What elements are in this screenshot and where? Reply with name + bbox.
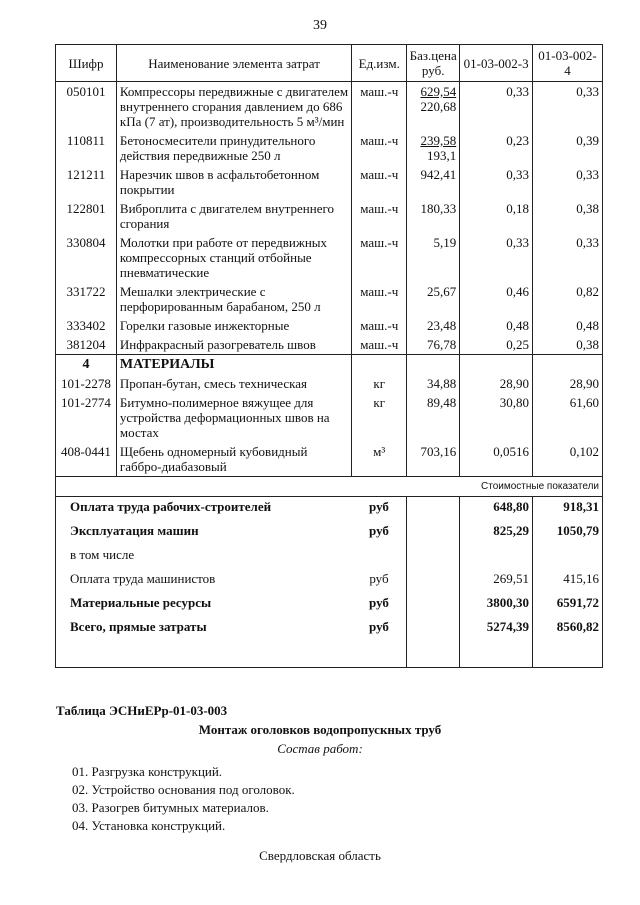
summary-row [56, 617, 603, 641]
row-code: 381204 [56, 335, 117, 355]
table-row [56, 199, 603, 233]
row-value-b: 0,38 [533, 335, 603, 355]
table-row [56, 131, 603, 165]
operator-wage-price: 220,68 [420, 99, 457, 114]
row-code: 050101 [56, 82, 117, 132]
table-row [56, 82, 603, 132]
table-row [56, 282, 603, 316]
table-row [56, 393, 603, 442]
header-name: Наименование элемента затрат [116, 45, 351, 82]
works-list [72, 763, 295, 835]
row-name-text: Бетоносмесители принудительного действия передвижные 250 л [119, 133, 316, 163]
summary-unit: руб [352, 497, 407, 522]
summary-value-b: 8560,82 [533, 617, 603, 641]
row-value-a: 0,25 [460, 335, 533, 355]
summary-value-b: 415,16 [533, 569, 603, 593]
row-unit: маш.-ч [352, 316, 407, 335]
materials-section-code: 4 [56, 355, 117, 375]
operator-wage-price: 193,1 [426, 148, 457, 163]
row-value-b: 0,39 [533, 131, 603, 165]
row-name [116, 199, 351, 233]
row-price [407, 316, 460, 335]
summary-row [56, 569, 603, 593]
row-value-a: 30,80 [460, 393, 533, 442]
summary-row [56, 521, 603, 545]
row-value-a: 0,33 [460, 82, 533, 132]
summary-label: Материальные ресурсы [56, 593, 352, 617]
row-name [116, 233, 351, 282]
row-name-text: Виброплита с двигателем внутреннего сгорания [119, 201, 334, 231]
materials-section-title: МАТЕРИАЛЫ [116, 355, 351, 375]
base-price: 76,78 [426, 337, 457, 352]
row-value-b: 0,102 [533, 442, 603, 477]
row-price [407, 199, 460, 233]
row-value-a: 28,90 [460, 374, 533, 393]
page-footer: Свердловская область [259, 848, 381, 863]
row-name: Пропан-бутан, смесь техническая [116, 374, 351, 393]
row-name-text: Горелки газовые инжекторные [119, 318, 290, 333]
row-code: 330804 [56, 233, 117, 282]
row-name [116, 82, 351, 132]
row-value-a: 0,46 [460, 282, 533, 316]
row-name [116, 165, 351, 199]
work-item: 03. Разогрев битумных материалов. [72, 800, 269, 815]
row-unit: маш.-ч [352, 131, 407, 165]
row-value-b: 0,33 [533, 165, 603, 199]
row-price [407, 165, 460, 199]
header-col-b: 01-03-002-4 [533, 45, 603, 82]
materials-section [56, 355, 603, 375]
table-row [56, 335, 603, 355]
row-value-a: 0,33 [460, 233, 533, 282]
row-price [407, 131, 460, 165]
summary-unit [352, 545, 407, 569]
summary-value-a: 3800,30 [460, 593, 533, 617]
row-value-a: 0,48 [460, 316, 533, 335]
row-code: 101-2278 [56, 374, 117, 393]
table-row [56, 374, 603, 393]
summary-unit: руб [352, 521, 407, 545]
summary-unit: руб [352, 593, 407, 617]
row-unit: маш.-ч [352, 233, 407, 282]
row-code: 122801 [56, 199, 117, 233]
row-code: 110811 [56, 131, 117, 165]
row-price: 703,16 [407, 442, 460, 477]
row-code: 408-0441 [56, 442, 117, 477]
summary-value-a: 269,51 [460, 569, 533, 593]
summary-value-a: 5274,39 [460, 617, 533, 641]
resource-table [55, 44, 603, 668]
row-unit: маш.-ч [352, 199, 407, 233]
table-row [56, 316, 603, 335]
summary-label: в том числе [56, 545, 352, 569]
row-unit: маш.-ч [352, 335, 407, 355]
base-price: 23,48 [426, 318, 457, 333]
base-price: 629,54 [420, 84, 457, 99]
row-code: 121211 [56, 165, 117, 199]
row-price [407, 335, 460, 355]
header-unit: Ед.изм. [352, 45, 407, 82]
row-code: 101-2774 [56, 393, 117, 442]
row-value-a: 0,18 [460, 199, 533, 233]
row-value-b: 0,38 [533, 199, 603, 233]
row-name-text: Нарезчик швов в асфальтобетонном покрытии [119, 167, 320, 197]
works-subtitle: Состав работ: [277, 741, 363, 756]
row-price: 34,88 [407, 374, 460, 393]
next-section-title: Монтаж оголовков водопропускных труб [198, 722, 442, 737]
header-price: Баз.цена руб. [407, 45, 460, 82]
table-header-row [56, 45, 603, 82]
summary-value-a: 648,80 [460, 497, 533, 522]
row-name-text: Мешалки электрические с перфорированным барабаном, 250 л [119, 284, 321, 314]
summary-value-b: 6591,72 [533, 593, 603, 617]
summary-blank [407, 617, 460, 641]
summary-blank [407, 569, 460, 593]
row-price: 89,48 [407, 393, 460, 442]
row-name [116, 282, 351, 316]
materials-body [56, 374, 603, 477]
row-value-b: 0,33 [533, 82, 603, 132]
table-row [56, 233, 603, 282]
summary-label: Оплата труда рабочих-строителей [56, 497, 352, 522]
row-price [407, 233, 460, 282]
work-item: 02. Устройство основания под оголовок. [72, 782, 295, 797]
summary-value-b: 1050,79 [533, 521, 603, 545]
row-unit: м³ [352, 442, 407, 477]
summary-blank [407, 545, 460, 569]
row-value-b: 28,90 [533, 374, 603, 393]
base-price: 5,19 [433, 235, 457, 250]
summary-blank [407, 521, 460, 545]
summary-label: Эксплуатация машин [56, 521, 352, 545]
work-item: 04. Установка конструкций. [72, 818, 226, 833]
row-unit: маш.-ч [352, 82, 407, 132]
row-name-text: Молотки при работе от передвижных компрессорных станций отбойные пневматические [119, 235, 328, 280]
summary-unit: руб [352, 617, 407, 641]
base-price: 239,58 [420, 133, 457, 148]
row-value-b: 0,33 [533, 233, 603, 282]
row-price [407, 82, 460, 132]
summary-label: Всего, прямые затраты [56, 617, 352, 641]
row-value-a: 0,23 [460, 131, 533, 165]
summary-row [56, 497, 603, 522]
summary-label: Оплата труда машинистов [56, 569, 352, 593]
page-number: 39 [313, 18, 327, 33]
summary-blank [407, 497, 460, 522]
cost-summary [56, 477, 603, 497]
row-value-b: 0,48 [533, 316, 603, 335]
summary-value-a: 825,29 [460, 521, 533, 545]
row-code: 331722 [56, 282, 117, 316]
row-name [116, 316, 351, 335]
row-value-a: 0,33 [460, 165, 533, 199]
summary-row [56, 593, 603, 617]
row-name: Битумно-полимерное вяжущее для устройства деформационных швов на мостах [116, 393, 351, 442]
row-name [116, 131, 351, 165]
row-name-text: Компрессоры передвижные с двигателем внутреннего сгорания давлением до 686 кПа (7 ат), производительность 5 м³/мин [119, 84, 349, 129]
base-price: 942,41 [420, 167, 457, 182]
row-price [407, 282, 460, 316]
summary-value-a [460, 545, 533, 569]
next-table-title: Таблица ЭСНиЕРр-01-03-003 [56, 703, 228, 718]
summary-blank [407, 593, 460, 617]
header-col-a: 01-03-002-3 [460, 45, 533, 82]
work-item: 01. Разгрузка конструкций. [72, 764, 223, 779]
row-unit: маш.-ч [352, 165, 407, 199]
table-row [56, 165, 603, 199]
base-price: 25,67 [426, 284, 457, 299]
summary-row [56, 545, 603, 569]
row-value-a: 0,0516 [460, 442, 533, 477]
summary-body [56, 497, 603, 642]
base-price: 180,33 [420, 201, 457, 216]
row-unit: кг [352, 374, 407, 393]
row-code: 333402 [56, 316, 117, 335]
row-unit: кг [352, 393, 407, 442]
summary-value-b [533, 545, 603, 569]
row-name [116, 335, 351, 355]
header-code: Шифр [56, 45, 117, 82]
row-unit: маш.-ч [352, 282, 407, 316]
cost-indicators-header: Стоимостные показатели [56, 477, 603, 497]
row-value-b: 0,82 [533, 282, 603, 316]
summary-value-b: 918,31 [533, 497, 603, 522]
row-name-text: Инфракрасный разогреватель швов [119, 337, 316, 352]
machines-body [56, 82, 603, 355]
summary-unit: руб [352, 569, 407, 593]
table-row [56, 442, 603, 477]
row-value-b: 61,60 [533, 393, 603, 442]
row-name: Щебень одномерный кубовидный габбро-диабазовый [116, 442, 351, 477]
